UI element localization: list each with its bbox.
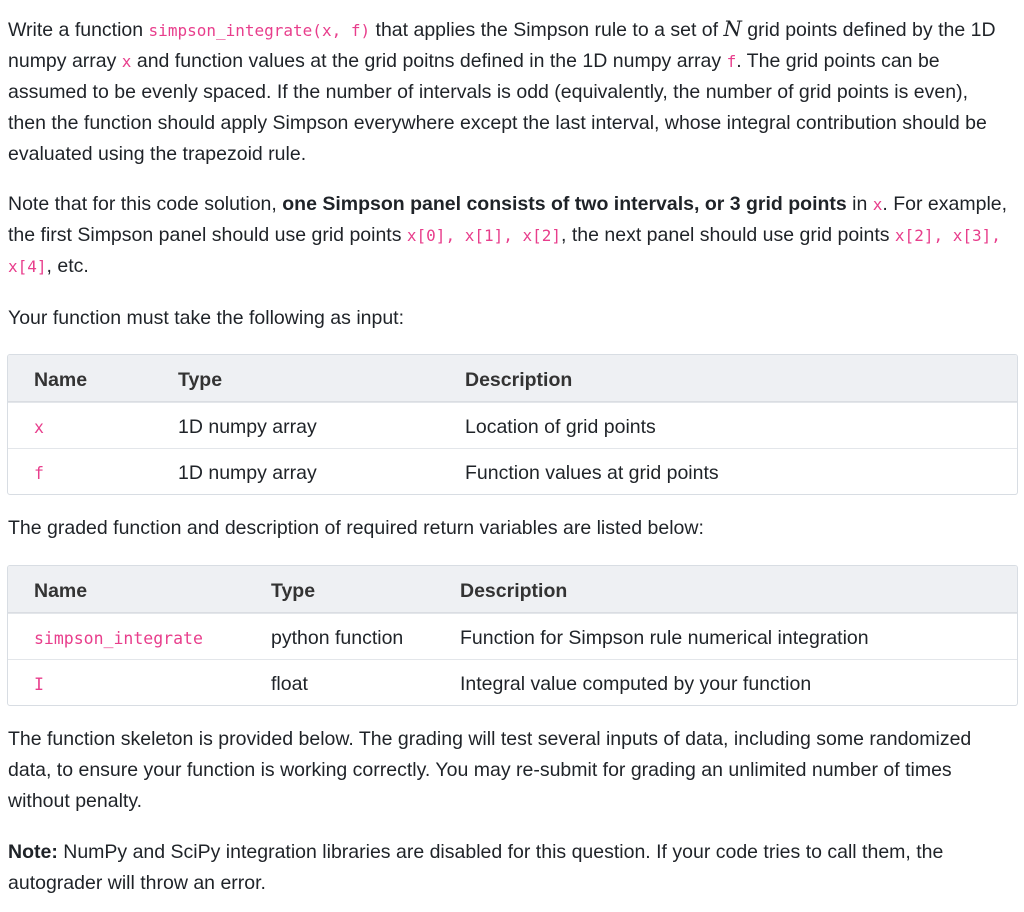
return-name: simpson_integrate [34,629,203,648]
code-x: x [872,195,883,214]
function-signature: simpson_integrate(x, f) [148,21,371,40]
param-type: 1D numpy array [178,462,317,484]
output-table [7,565,1018,706]
table-header-row [8,355,1017,402]
header-type: Type [178,369,223,391]
table-header-row [8,566,1017,613]
return-description: Integral value computed by your function [460,673,812,695]
first-panel-points: x[0], x[1], x[2] [406,226,562,245]
skeleton-paragraph: The function skeleton is provided below. The grading will test several inputs of data, including some randomized data, to ensure your function is working correctly. You may re-submit for grading an unlimited number of times without penalty. [8,728,972,812]
header-description: Description [465,369,573,391]
note-text: NumPy and SciPy integration libraries are disabled for this question. If your code tries to call them, the autograder will throw an error. [8,841,944,894]
table-row [8,659,1017,705]
code-x: x [121,52,132,71]
final-note [8,837,1008,899]
param-description: Location of grid points [465,416,656,438]
return-name: I [34,675,44,694]
input-intro: Your function must take the following as input: [8,307,405,329]
panel-definition: one Simpson panel consists of two intervals, or 3 grid points [282,193,847,215]
next-panel-points: x[2], x[3], x[4] [8,226,1001,276]
header-name: Name [34,580,88,602]
table-row [8,402,1017,448]
return-type: float [271,673,308,695]
header-type: Type [271,580,316,602]
input-table [7,354,1018,495]
header-name: Name [34,369,88,391]
param-name: x [34,418,44,437]
table-row [8,613,1017,659]
return-type: python function [271,627,404,649]
intro-paragraph: Write a function simpson_integrate(x, f) that applies the Simpson rule to a set of N grid points defined by the 1D numpy array x and function values at the grid poitns defined in the 1D numpy array f. The grid points can be assumed to be evenly spaced. If the number of intervals is odd (equivalently, the number of grid points is even), then the function should apply Simpson everywhere except the last interval, whose integral contribution should be evaluated using the trapezoid rule. [8,17,996,165]
panel-note-paragraph: Note that for this code solution, one Simpson panel consists of two intervals, or 3 grid points in x. For example, the first Simpson panel should use grid points x[0], x[1], x[2], the next panel should use grid points x[2], x[3], x[4], etc. [8,193,1008,277]
output-intro: The graded function and description of required return variables are listed below: [8,517,704,539]
header-description: Description [460,580,568,602]
math-N: N [723,17,742,41]
table-row [8,448,1017,494]
note-label: Note: [8,841,58,863]
param-description: Function values at grid points [465,462,719,484]
param-name: f [34,464,44,483]
return-description: Function for Simpson rule numerical integration [460,627,869,649]
code-f: f [726,52,737,71]
param-type: 1D numpy array [178,416,317,438]
